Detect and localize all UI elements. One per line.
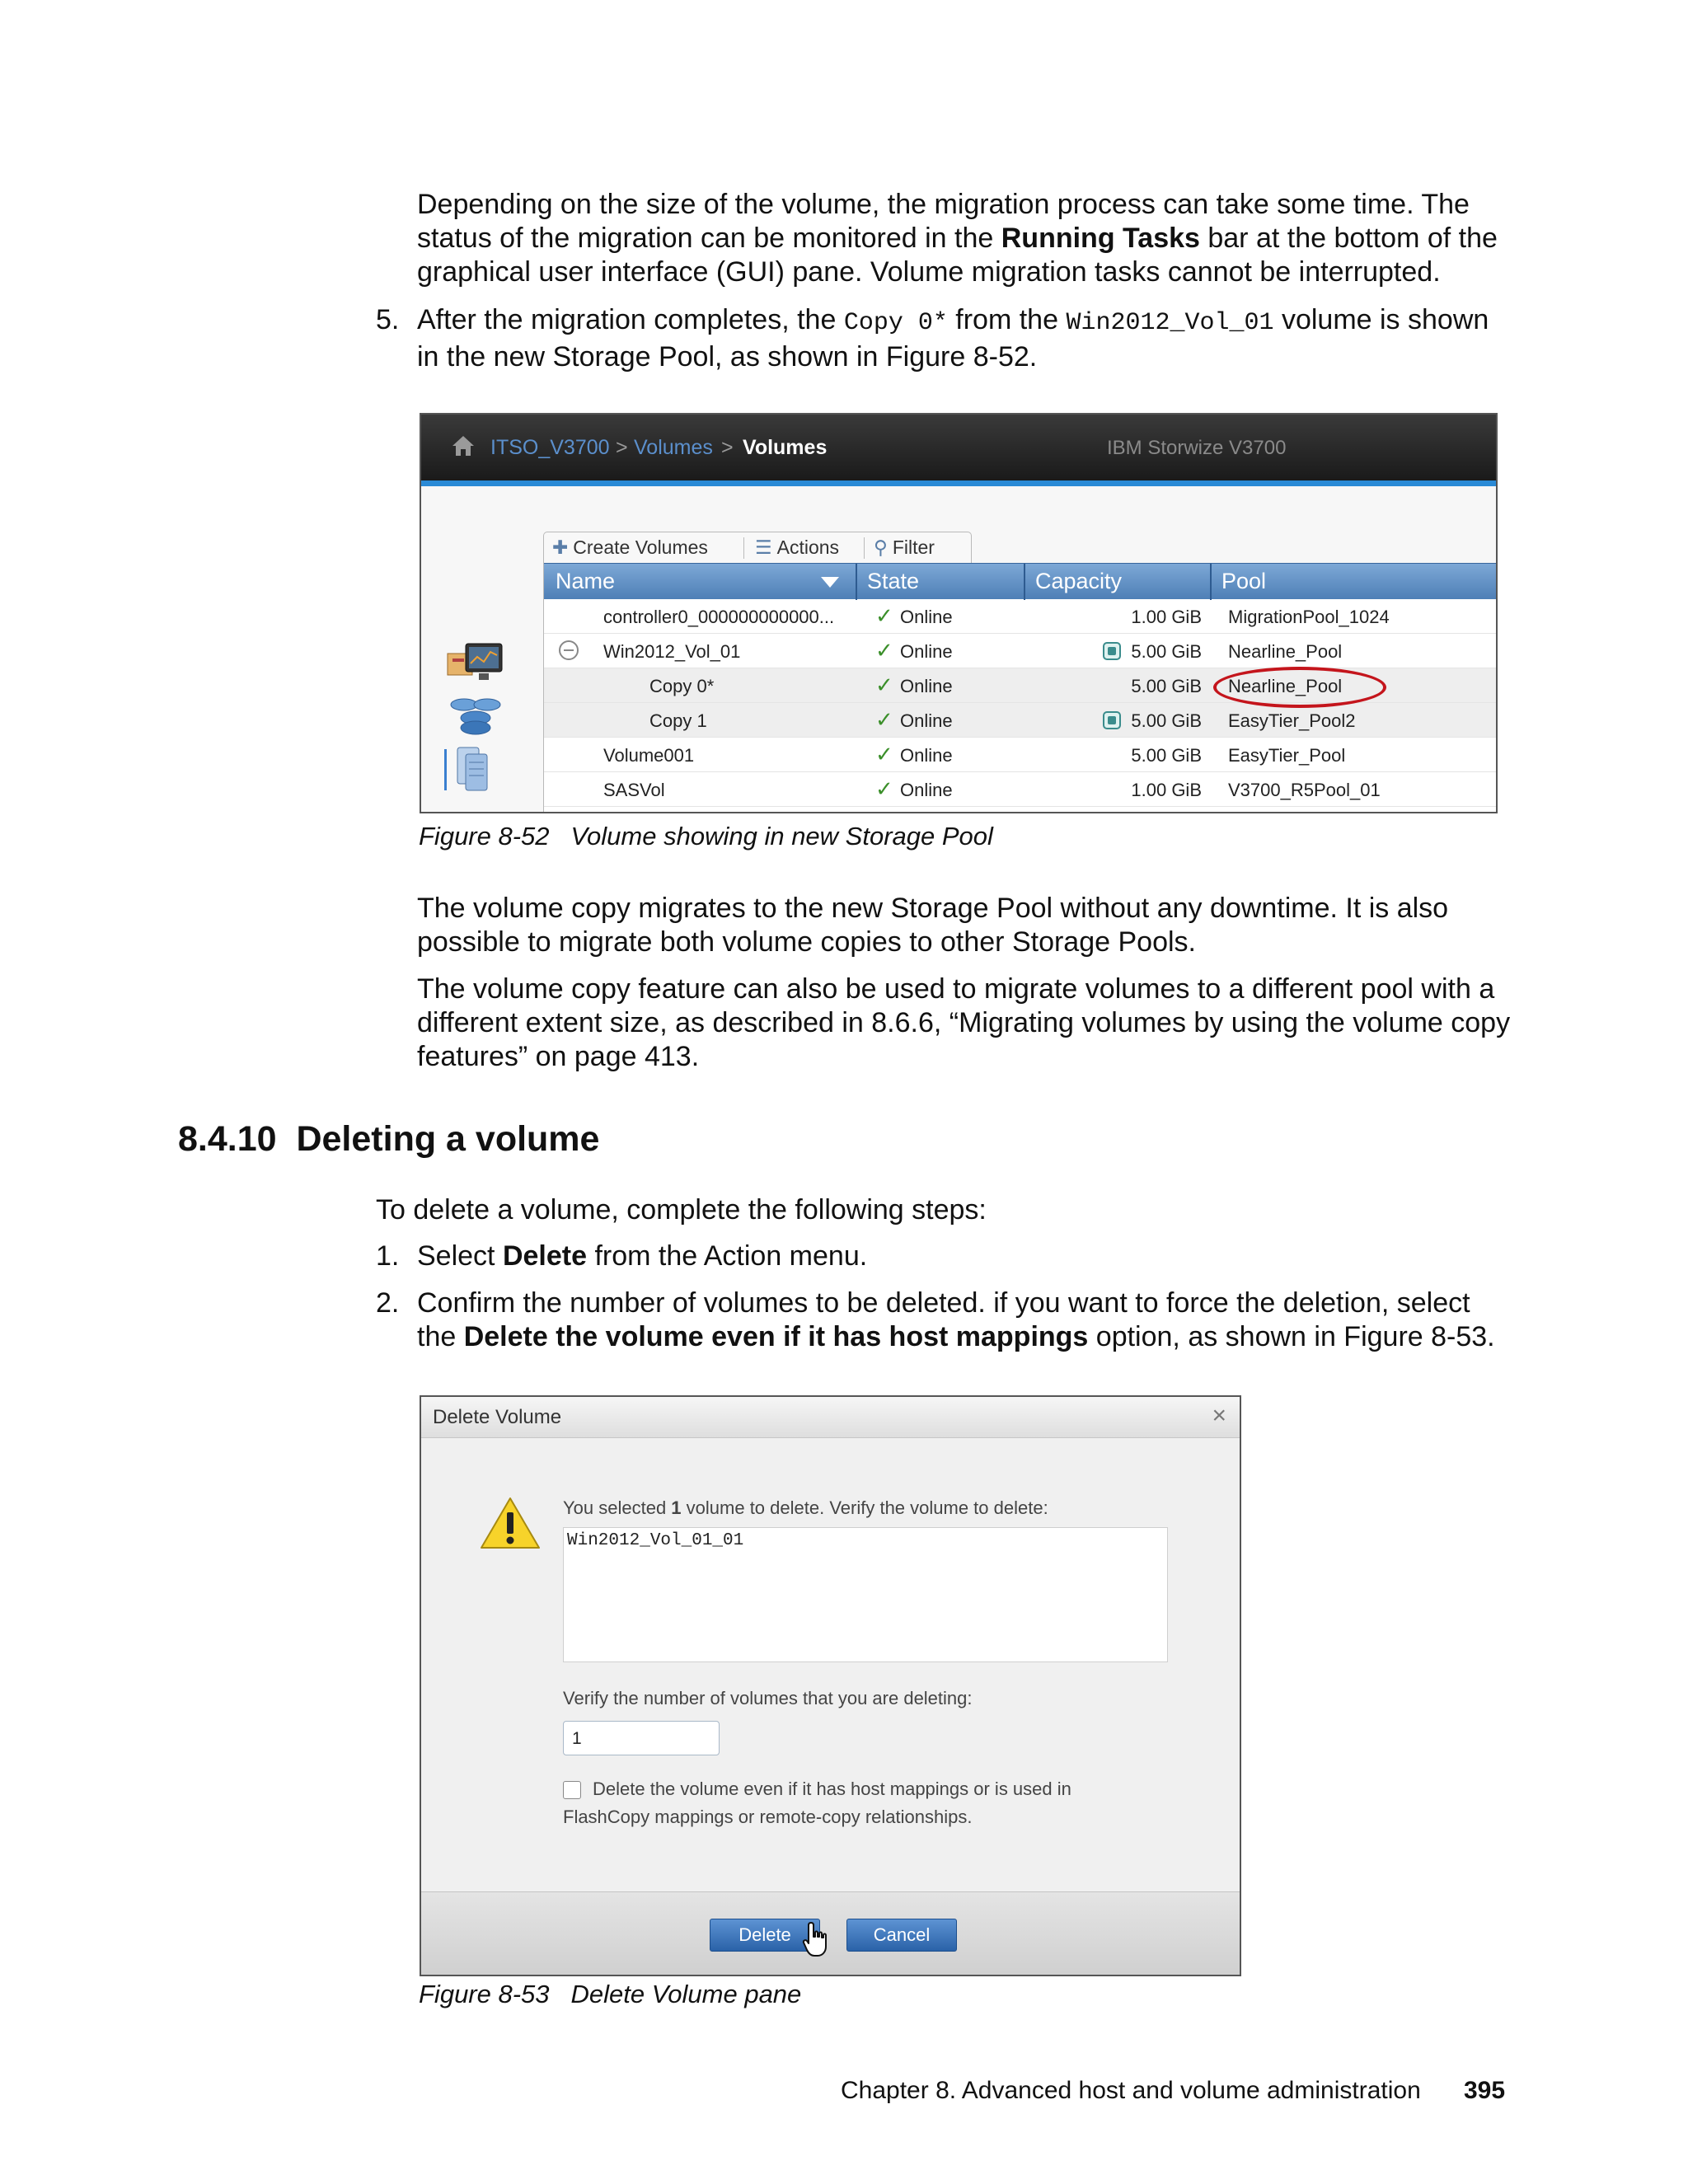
selection-message: You selected 1 volume to delete. Verify the volume to delete: [563,1497,1048,1518]
column-header-name[interactable]: Name [556,569,616,593]
force-delete-checkbox[interactable] [563,1781,581,1799]
table-row[interactable] [544,703,1498,738]
paragraph: The volume copy feature can also be used to migrate volumes to a different pool with a different extent size, as described in 8.6.6, “Migrating volumes by using the volume copy features” on page 413. [417,973,1511,1072]
cell-pool: Nearline_Pool [1228,676,1343,696]
online-check-icon: ✓ [875,707,893,732]
cell-name: controller0_000000000000... [603,607,835,627]
paragraph: The volume copy migrates to the new Storage Pool without any downtime. It is also possible to migrate both volume copies to other Storage Pools. [417,893,1449,958]
column-header-capacity[interactable]: Capacity [1035,569,1123,593]
delete-volume-dialog [420,1395,1241,1976]
filter-button[interactable]: ⚲ Filter [874,537,935,558]
list-icon: ☰ [755,537,772,558]
monitoring-icon[interactable] [446,642,505,685]
online-check-icon: ✓ [875,742,893,766]
search-icon: ⚲ [874,537,888,558]
column-divider [1210,564,1212,600]
volumes-table [543,563,1498,813]
force-delete-label[interactable]: Delete the volume even if it has host mappings or is used in [593,1779,1071,1799]
delete-button[interactable]: Delete [710,1919,820,1952]
close-icon[interactable]: × [1212,1402,1226,1429]
figure-volumes-screenshot [420,413,1498,813]
cell-pool: MigrationPool_1024 [1228,607,1390,627]
intro-paragraph: Depending on the size of the volume, the migration process can take some time. The status of the migration can be monitored in the Running Tasks bar at the bottom of the graphical user interface (GUI) pane. Volume migration tasks cannot be interrupted. [417,189,1498,288]
volume-list-item: Win2012_Vol_01_01 [567,1531,744,1550]
cell-capacity: 1.00 GiB [1131,780,1202,800]
cell-pool: EasyTier_Pool [1228,745,1346,766]
cell-pool: V3700_R5Pool_01 [1228,780,1381,800]
cell-capacity: 5.00 GiB [1131,745,1202,766]
create-volumes-button[interactable]: ✚ Create Volumes [552,537,708,558]
online-check-icon: ✓ [875,776,893,801]
steps-intro: To delete a volume, complete the following steps: [376,1194,987,1226]
breadcrumb-current: Volumes [743,436,828,459]
online-check-icon: ✓ [875,603,893,628]
force-delete-label-line2: FlashCopy mappings or remote-copy relationships. [563,1807,973,1827]
figure-caption-8-52: Figure 8-52 Volume showing in new Storage Pool [419,822,993,851]
table-row[interactable] [544,599,1498,634]
cell-name: SASVol [603,780,665,800]
online-check-icon: ✓ [875,638,893,663]
cell-capacity: 5.00 GiB [1131,676,1202,696]
cell-state: Online [900,641,953,662]
volume-list[interactable] [563,1527,1168,1662]
online-check-icon: ✓ [875,673,893,697]
column-header-pool[interactable]: Pool [1221,569,1267,593]
collapse-icon[interactable] [559,640,579,660]
footer-chapter: Chapter 8. Advanced host and volume administration [841,2077,1421,2104]
toolbar-divider [864,537,865,559]
column-header-state[interactable]: State [867,569,920,593]
column-divider [856,564,857,600]
cell-name: Copy 1 [649,710,707,731]
dialog-footer [421,1891,1240,1976]
breadcrumb-separator: > [721,436,734,459]
cell-capacity: 1.00 GiB [1131,607,1202,627]
table-row[interactable] [544,738,1498,772]
pools-icon[interactable] [448,693,504,736]
cell-pool: Nearline_Pool [1228,641,1343,662]
table-header [544,563,1498,599]
cell-name: Volume001 [603,745,695,766]
cell-state: Online [900,676,953,696]
volume-count-input[interactable] [563,1721,720,1755]
breadcrumb-system[interactable]: ITSO_V3700 [490,436,610,459]
hand-cursor-icon [802,1920,830,1958]
highlight-oval [1213,667,1386,708]
page-number: 395 [1464,2077,1506,2104]
cell-state: Online [900,780,953,800]
cell-state: Online [900,607,953,627]
cell-name: Copy 0* [649,676,715,696]
cell-state: Online [900,710,953,731]
dialog-title-bar [421,1397,1240,1438]
volumes-toolbar [543,532,972,563]
figure-caption-8-53: Figure 8-53 Delete Volume pane [419,1980,802,2008]
section-heading: 8.4.10 Deleting a volume [178,1119,600,1159]
dialog-title: Delete Volume [433,1406,562,1428]
actions-menu-button[interactable]: ☰ Actions [755,537,840,558]
home-icon[interactable] [451,434,476,457]
cell-name: Win2012_Vol_01 [603,641,741,662]
cell-capacity: 5.00 GiB [1131,641,1202,662]
cell-state: Online [900,745,953,766]
verify-label: Verify the number of volumes that you are deleting: [563,1688,973,1708]
breadcrumb-volumes[interactable]: Volumes [634,436,713,459]
table-row[interactable] [544,772,1498,807]
table-row[interactable] [544,634,1498,668]
product-name: IBM Storwize V3700 [1107,437,1287,459]
column-divider [1024,564,1025,600]
cancel-button[interactable]: Cancel [846,1919,957,1952]
volume-count-value: 1 [572,1729,582,1748]
cell-pool: EasyTier_Pool2 [1228,710,1356,731]
breadcrumb-separator: > [616,436,628,459]
app-header [421,415,1496,480]
warning-icon [479,1496,542,1550]
header-accent-bar [421,480,1496,486]
plus-icon: ✚ [552,537,569,558]
toolbar-divider [743,537,744,559]
sort-descending-icon[interactable] [821,577,839,588]
volumes-icon[interactable] [444,744,497,794]
cell-capacity: 5.00 GiB [1131,710,1202,731]
